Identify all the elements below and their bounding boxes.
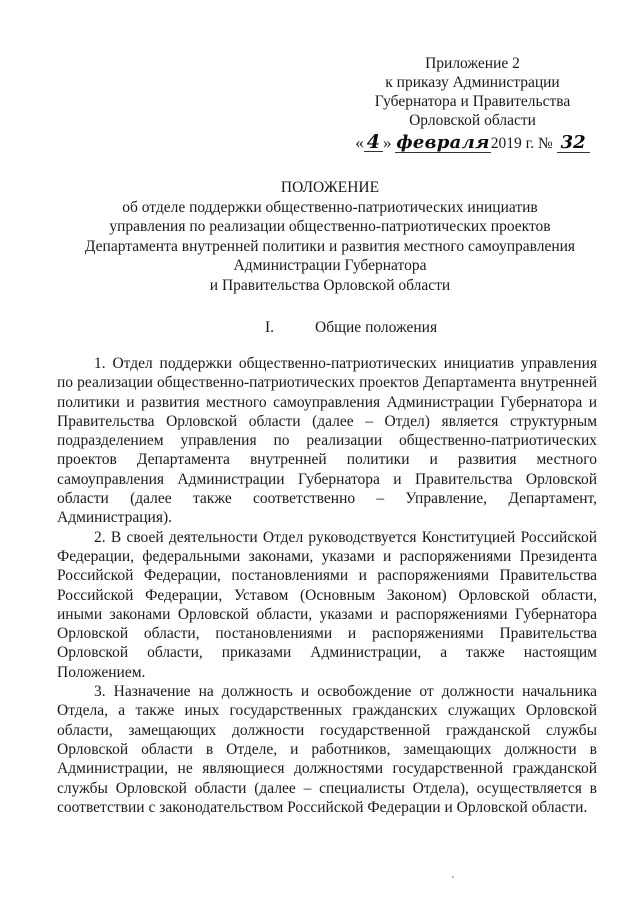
paragraph-3: 3. Назначение на должность и освобождение от должности начальника Отдела, а также иных государственных гражданских служащих Орловской области, замещающих должности государственной гражданской службы Орловской области в Отделе, и работников, замещающих должности в Администрации, не являющиеся должностями государственной гражданской службы Орловской области (далее – специалисты Отдела), осуществляется в соответствии с законодательством Российской Федерации и Орловской области.: [57, 683, 597, 816]
title-line: Департамента внутренней политики и развития местного самоуправления: [84, 237, 576, 255]
date-day-handwritten: 4: [364, 133, 383, 152]
title-line: и Правительства Орловской области: [209, 276, 451, 294]
scan-speck: [452, 876, 454, 878]
appendix-authority: Губернатора и Правительства: [374, 93, 571, 110]
title-line: Администрации Губернатора: [233, 257, 427, 274]
paragraph-1: 1. Отдел поддержки общественно-патриотических инициатив управления по реализации общественно-патриотических проектов Департамента внутренней политики и развития местного самоуправления Администрации Губернатора и Правительства Орловской области (далее – Отдел) является структурным подразделением управления по реализации общественно-патриотических проектов Департамента внутренней политики и развития местного самоуправления Администрации Губернатора и Правительства Орловской области (далее также соответственно – Управление, Департамент, Администрация).: [57, 355, 597, 527]
title-line: управления по реализации общественно-патриотических проектов: [109, 218, 551, 235]
paragraph-2: 2. В своей деятельности Отдел руководствуется Конституцией Российской Федерации, федеральными законами, указами и распоряжениями Президента Российской Федерации, постановлениями и распоряжениями Правительства Российской Федерации, Уставом (Основным Законом) Орловской области, иными законами Орловской области, указами и распоряжениями Губернатора Орловской области, постановлениями и распоряжениями Правительства Орловской области, приказами Администрации, а также настоящим Положением.: [57, 528, 597, 681]
title-line: об отделе поддержки общественно-патриотических инициатив: [122, 198, 538, 216]
order-number-handwritten: 32: [557, 134, 590, 153]
appendix-region: Орловской области: [409, 112, 536, 129]
document-title: ПОЛОЖЕНИЕ: [280, 179, 380, 196]
appendix-order-ref: к приказу Администрации: [385, 74, 560, 91]
document-title-block: [60, 178, 600, 295]
appendix-header: [350, 54, 595, 155]
date-open-quote: «: [355, 133, 364, 152]
date-close-quote: »: [383, 133, 392, 152]
number-sign: №: [537, 135, 553, 152]
document-body: [57, 354, 597, 817]
date-year: 2019 г.: [490, 135, 535, 152]
order-date-line: [350, 133, 595, 155]
date-month-handwritten: февраля: [396, 132, 490, 153]
section-number: I.: [265, 319, 275, 336]
appendix-title: Приложение 2: [425, 55, 520, 72]
section-title: Общие положения: [315, 319, 438, 336]
